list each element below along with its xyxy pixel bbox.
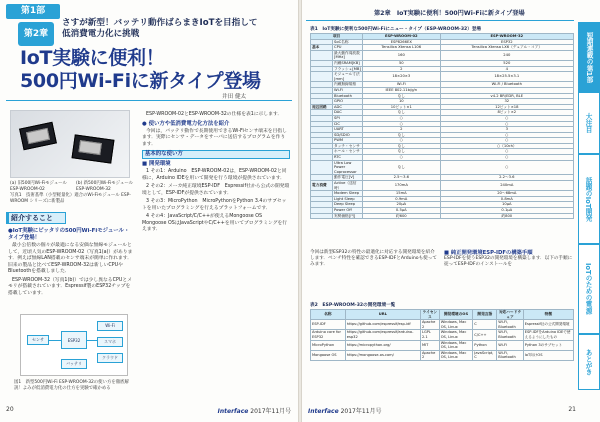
photo-caption-b: (b) 新500円Wi-Fiモジュール ESP-WROOM-32 (76, 181, 134, 192)
spec-cell-item: 最大動作周波数[MHz] (333, 50, 363, 60)
spec-cell-group (311, 50, 333, 60)
devenv-header-cell: 対応ハードウェア (497, 310, 523, 320)
spec-cell-esp02: 50 (363, 60, 441, 66)
devenv-cell: Windows, Mac OS, Linux (439, 320, 473, 330)
spec-cell-esp32: Wi-Fi / Bluetooth (440, 82, 573, 88)
spec-table-body (311, 39, 574, 219)
spec-cell-esp32: v4.2 BR/EDR, BLE (440, 93, 573, 99)
idf-paragraph: ESP-IDFを使うESP32の開発環境を構築します．以下の手順に従ってESP-IDFのインストールを (444, 256, 573, 268)
spec-cell-esp02: IEEE 802.11b/g/n (363, 87, 441, 93)
spec-cell-esp02: 10 (363, 99, 441, 105)
right-text-right (444, 250, 574, 269)
devenv-cell: Python (473, 340, 497, 350)
devenv-table-header (311, 310, 574, 320)
diagram-connector (87, 340, 97, 341)
spec-cell-esp02: 20μA (363, 202, 441, 208)
devenv-row (311, 350, 574, 360)
col2-paragraph-1: ESP-WROOM-02とESP-WROOM-32の仕様を表1に示します． (146, 112, 283, 117)
devenv-cell: Mongoose OS (311, 350, 346, 360)
left-issue: 2017年11月号 (250, 408, 292, 415)
spec-cell-item: DAC (333, 110, 363, 116)
devenv-cell: Arduino core for ESP32 (311, 330, 346, 340)
spec-cell-group: 基本 (311, 45, 333, 51)
spec-cell-item: Modem Sleep (333, 191, 363, 197)
spec-cell-item: 動作電圧[V] (333, 175, 363, 181)
spec-cell-esp32: Tensilica Xtensa LX6（デュアル・コア） (440, 45, 573, 51)
devenv-cell: Wi-Fi, Bluetooth (497, 330, 523, 340)
devenv-cell: Apache 2 (420, 320, 439, 330)
photo-caption-main: 写真1 技術基準（小型軽量化）適合のWi-Fiモジュール ESP-WROOM シリーズに新製品 (10, 193, 131, 204)
col1-paragraph-1: 最小公倍数の個々が最適になる安価な無線モジュールとして，近頃人気のESP-WROOM-02（写真1(a)）があります．例えば無線LAN搭載のセンサ端末が簡単に作れます．旧来の製品と比べてESP-WROOM-32は新しいCPUやBluetoothを搭載しました． (8, 243, 133, 274)
diagram-cloud-box: クラウド (97, 353, 123, 363)
part-badge: 第1部 (6, 4, 60, 19)
diagram-sensor-box: センサ (27, 335, 49, 345)
spec-cell-esp32: 4 (440, 66, 573, 72)
col1-section-heading: ●IoT実験にピッタリの500円Wi-Fiモジュール・タイプ登場！ (8, 228, 130, 241)
left-column-2 (142, 112, 290, 236)
spec-row (311, 50, 574, 60)
spec-cell-item: ADC (333, 104, 363, 110)
spec-cell-esp32: 20〜68mA (440, 191, 573, 197)
spec-cell-esp02: Tensilica Xtensa L106 (363, 45, 441, 51)
spec-cell-esp02: 160 (363, 50, 441, 60)
spec-cell-esp02: 約600 (363, 213, 441, 219)
spec-cell-item: Ultra Low Power Coprocessor (333, 160, 363, 175)
article-title (20, 47, 261, 93)
right-page-number: 21 (568, 406, 576, 413)
spec-cell-esp02: ○ (363, 155, 441, 161)
spec-cell-item: ホール・センサ (333, 149, 363, 155)
spec-cell-esp32: 10μA (440, 202, 573, 208)
title-rule (6, 100, 292, 101)
spec-cell-esp02: 10ビット×1 (363, 104, 441, 110)
right-magazine-name: Interface (308, 408, 339, 415)
devenv-url-link[interactable]: https://github.com/espressif/esp-idf (345, 320, 420, 330)
spec-cell-esp02: 2 (363, 66, 441, 72)
side-tab-highlight[interactable]: 大注目 (578, 92, 600, 154)
side-tab-power[interactable]: IoTのための電源 (578, 244, 600, 334)
spec-cell-esp02: Wi-Fi (363, 82, 441, 88)
spec-cell-esp32: 12ビット×18 (440, 104, 573, 110)
spec-cell-esp32: 240 (440, 50, 573, 60)
spec-cell-esp02: なし (363, 110, 441, 116)
col2-section-2: ■ 開発環境 (142, 161, 171, 167)
devenv-header-cell: 開発環境のOS (439, 310, 473, 320)
running-head: 第2章 IoT実験に便利！500円Wi-Fiに新タイプ登場 (374, 10, 525, 17)
spec-cell-esp32: ○ (440, 155, 573, 161)
spec-cell-esp02: ESP8266EX (363, 39, 441, 45)
spec-cell-esp02: ○ (363, 121, 441, 127)
spec-header-item: 項目 (311, 34, 363, 40)
idf-section-heading: ■ 純正開発環境ESP-IDFの構築手順 (444, 250, 533, 256)
spec-cell-esp32: 0.1μA (440, 208, 573, 214)
module-photo (10, 110, 130, 178)
spec-cell-esp02: 18×20×3 (363, 72, 441, 82)
devenv-cell: ESP-IDF (311, 320, 346, 330)
tagline (62, 18, 257, 40)
devenv-cell: LGPL 2.1 (420, 330, 439, 340)
spec-cell-item: タッチ・センサ (333, 143, 363, 149)
right-folio (308, 406, 576, 415)
spec-cell-esp02: なし (363, 143, 441, 149)
spec-cell-esp02: 2 (363, 127, 441, 133)
running-head-rule (306, 20, 574, 21)
diagram-esp32-box: ESP32 (61, 331, 87, 349)
side-tab-afterword[interactable]: あとがき (578, 334, 600, 390)
devenv-table-body (311, 320, 574, 361)
spec-cell-esp32: 8ビット×2 (440, 110, 573, 116)
spec-cell-esp02: なし (363, 149, 441, 155)
spec-cell-item: GPIO (333, 99, 363, 105)
spec-cell-group (311, 72, 333, 82)
spec-cell-item: モジュール寸法[mm] (333, 72, 363, 82)
spec-cell-esp02: 15mA (363, 191, 441, 197)
spec-cell-item: SPI (333, 115, 363, 121)
spec-cell-item: Deep Sleep (333, 202, 363, 208)
table1-caption: 表1 IoT実験に便利な500円Wi-Fiにニュー・タイプ（ESP-WROOM-32）登場 (310, 27, 482, 32)
spec-cell-esp32: 約800 (440, 213, 573, 219)
spec-header-esp32: ESP-WROOM-32 (440, 34, 573, 40)
spec-cell-item: 実勢価格[円] (333, 213, 363, 219)
spec-cell-esp32: ○ (440, 138, 573, 144)
article-title-line-1: IoT実験に便利！ (20, 47, 165, 69)
devenv-cell: C/C++ (473, 330, 497, 340)
devenv-cell: ESP-IDFをArduino IDEで使えるようにしたもの (523, 330, 573, 340)
spec-cell-group (311, 213, 333, 219)
right-text-left: 今回は新型ESP32の特性の最適化に対応する開発環境を紹介します．ベンチ特性を確認できるESP-IDFとArduinoも使ってみます． (310, 250, 437, 268)
devenv-cell: Windows, Mac OS, Linux (439, 330, 473, 340)
intro-heading: 紹介すること (6, 212, 66, 224)
spec-cell-item: 内蔵SRAM[KB] (333, 60, 363, 66)
spec-table (310, 33, 574, 219)
figure-caption: 図1 新型500円Wi-Fi ESP-WROOM-32の使い方を徹底解説！よみが低消費電力化の仕方を実験で確かめる (14, 380, 129, 391)
spec-cell-item: UART (333, 127, 363, 133)
spec-cell-esp32: 3 (440, 127, 573, 133)
spec-cell-item: Light Sleep (333, 196, 363, 202)
devenv-cell: IoT向けOS (523, 350, 573, 360)
spec-cell-esp32: 0.8mA (440, 196, 573, 202)
spec-cell-group: 電力消費 (311, 181, 333, 191)
col2-paragraph-6: 4 その4：JavaScript/C/C++が使えるMongoose OS Mongoose OSはJavaScriptやC/C++を用いてプログラミングを行えます． (142, 214, 288, 232)
spec-header-esp02: ESP-WROOM-02 (363, 34, 441, 40)
spec-cell-esp02: なし (363, 132, 441, 138)
esp-wroom-02-board-image (19, 122, 57, 151)
diagram-connector (49, 340, 61, 341)
diagram-battery-box: バッテリ (61, 359, 87, 369)
chapter-badge: 第2章 (18, 22, 54, 46)
spec-cell-item: SD/SDIO (333, 132, 363, 138)
devenv-header-cell: ライセンス (420, 310, 439, 320)
devenv-cell: Python 3のサブセット (523, 340, 573, 350)
spec-cell-esp02: ○ (363, 138, 441, 144)
spec-cell-esp32: 520 (440, 60, 573, 66)
spec-cell-item: 内蔵無線規格 (333, 82, 363, 88)
devenv-cell: MicroPython (311, 340, 346, 350)
devenv-row (311, 330, 574, 340)
spec-cell-item: CPU (333, 45, 363, 51)
spec-cell-esp02: なし (363, 160, 441, 175)
author-name: 井田 健太 (222, 94, 247, 100)
left-magazine-name: Interface (217, 408, 249, 415)
spec-cell-item: Power Off (333, 208, 363, 214)
devenv-cell: Wi-Fi, Bluetooth (497, 320, 523, 330)
diagram-phone-box: スマホ (97, 337, 123, 347)
devenv-url-link[interactable]: https://github.com/espressif/arduino-esp32 (345, 330, 420, 340)
col2-paragraph-4: 2 その2：メーカ純正環境ESP-IDF Espressif社から公式の開発環境として，ESP-IDFが提供されています． (142, 184, 290, 196)
col2-section-1: ● 使い方や低消費電力化方法を紹介 (142, 120, 230, 127)
devenv-cell: Apache 2 (420, 350, 439, 360)
devenv-header-cell: URL (345, 310, 420, 320)
spec-cell-esp02: 0.9mA (363, 196, 441, 202)
col2-paragraph-2: 今回は，バッテリ動作で長期使用できるWi-Fiセンサ端末を目指します．実際にセンサ・データをサーバに送信するプログラムを作ります． (142, 128, 287, 147)
spec-cell-esp02: ○ (363, 115, 441, 121)
spec-cell-item: SoC名称 (333, 39, 363, 45)
tagline-line-2: 低消費電力化に挑戦 (62, 29, 140, 39)
spec-cell-esp02: なし (363, 93, 441, 99)
right-issue: 2017年11月号 (340, 408, 382, 415)
devenv-cell: Espressif社の公式開発環境 (523, 320, 573, 330)
spec-cell-esp32: 240mA (440, 181, 573, 191)
left-folio (6, 406, 292, 415)
devenv-cell: Windows, Mac OS, Linux (439, 350, 473, 360)
spec-cell-esp32: 2.2〜3.6 (440, 175, 573, 181)
esp-wroom-32-board-image (72, 134, 115, 163)
devenv-url-link[interactable]: https://micropython.org/ (345, 340, 420, 350)
devenv-cell: Wi-Fi (497, 340, 523, 350)
col2-paragraph-3: 1 その1：Arduino ESP-WROOM-02は，ESP-WROOM-02と同様に，Arduino IDEを用いて開発を行う環境が提供されています． (142, 169, 287, 181)
spec-cell-item: I2C (333, 121, 363, 127)
left-page-number: 20 (6, 406, 14, 413)
devenv-header-cell: 開発言語 (473, 310, 497, 320)
article-title-line-2: 500円Wi-Fiに新タイプ登場 (20, 70, 261, 92)
spec-cell-esp32: ○ (440, 149, 573, 155)
right-page (302, 0, 600, 422)
left-page (0, 0, 298, 422)
photo-caption-a: (a) 旧500円Wi-Fiモジュール ESP-WROOM-02 (10, 181, 67, 192)
spec-cell-item: PWM (333, 138, 363, 144)
photo-caption (10, 181, 134, 205)
spec-cell-item: RTC (333, 155, 363, 161)
col2-heading: 基本的な使い方 (142, 150, 290, 159)
spec-row (311, 213, 574, 219)
devenv-url-link[interactable]: https://mongoose-os.com/ (345, 350, 420, 360)
side-tab-part1[interactable]: 短期連載の第1部 (578, 22, 600, 92)
spec-cell-esp32: ○（10ch） (440, 143, 573, 149)
spec-cell-group (311, 160, 333, 175)
spec-cell-esp32: ○ (440, 121, 573, 127)
devenv-cell: C (473, 320, 497, 330)
spec-row (311, 72, 574, 82)
spec-cell-group: 周辺回路 (311, 104, 333, 110)
spec-cell-esp32: ○ (440, 160, 573, 175)
system-diagram (20, 314, 128, 376)
spec-cell-item: Bluetooth (333, 93, 363, 99)
devenv-header-cell: 名称 (311, 310, 346, 320)
devenv-header-cell: 特徴 (523, 310, 573, 320)
devenv-table (310, 309, 574, 361)
devenv-cell: JavaScript, C (473, 350, 497, 360)
tagline-line-1: さすが新型！バッテリ動作ばらまきIoTを目指して (62, 18, 258, 28)
spec-cell-esp32: ESP32 (440, 39, 573, 45)
spec-cell-item: Wi-Fi (333, 87, 363, 93)
spec-cell-item: フラッシュ[MB] (334, 66, 361, 71)
devenv-cell: Windows, Mac OS, Linux (439, 340, 473, 350)
devenv-row (311, 320, 574, 330)
devenv-row (311, 340, 574, 350)
spec-cell-item: Active（送信時） (333, 181, 363, 191)
spec-cell-esp32: 32 (440, 99, 573, 105)
table2-caption: 表2 ESP-WROOM-32の開発環境一覧 (310, 303, 396, 308)
devenv-cell: MIT (420, 340, 439, 350)
spec-cell-esp32: ○ (440, 132, 573, 138)
spec-cell-esp02: 0.5μA (363, 208, 441, 214)
spec-row (311, 181, 574, 191)
spec-row (311, 160, 574, 175)
spec-cell-esp32: 18×25.5×3.1 (440, 72, 573, 82)
devenv-cell: Wi-Fi, Bluetooth (497, 350, 523, 360)
spec-cell-esp32: ○ (440, 115, 573, 121)
diagram-wifi-box: Wi-Fi (97, 321, 123, 331)
col2-paragraph-5: 3 その3：MicroPython MicroPythonをPython 3.4のサブセットを用いたプログラミングを行えるプラットフォームです． (142, 199, 287, 211)
side-tab-iot-dev[interactable]: 話題のIoT開発 (578, 154, 600, 244)
spec-cell-esp02: 2.5〜3.6 (363, 175, 441, 181)
left-column-1 (8, 228, 134, 299)
col1-paragraph-2: ESP-WROOM-32（写真1(b)）では少し異なるCPUとメモリが搭載されています．Espressif製のESP32チップを搭載しています． (8, 277, 132, 296)
spec-cell-esp02: 170mA (363, 181, 441, 191)
